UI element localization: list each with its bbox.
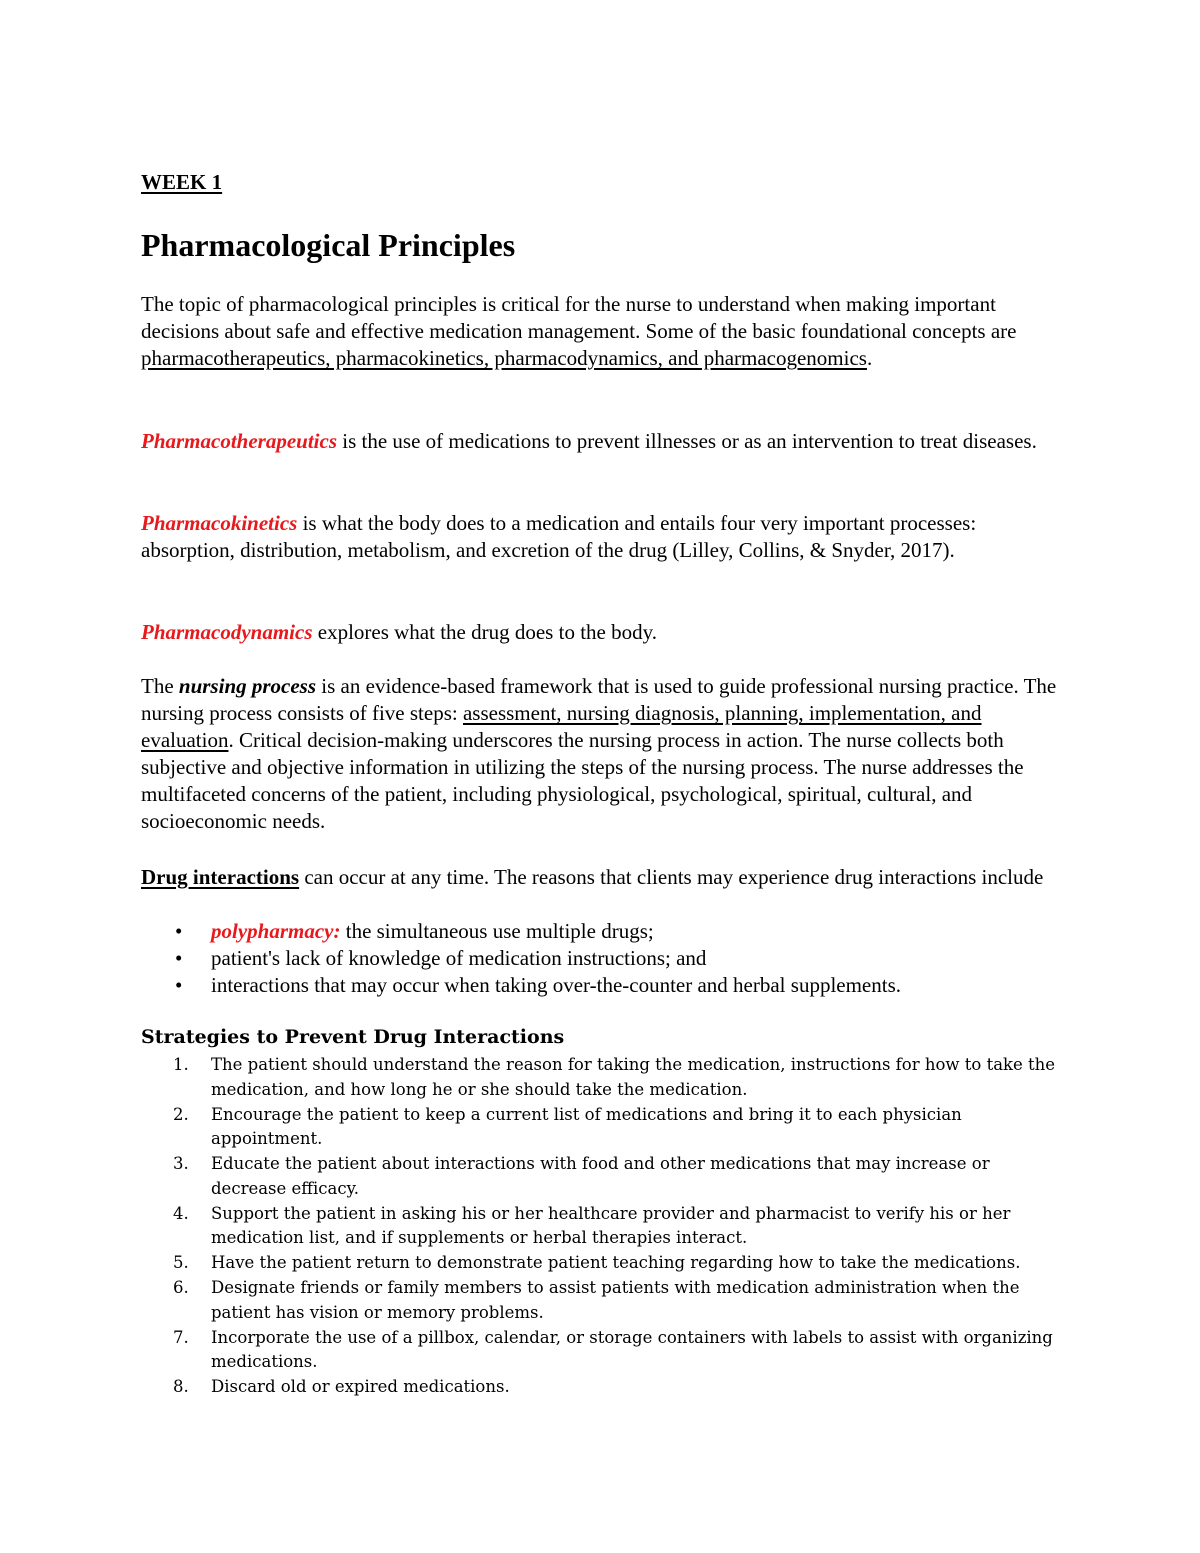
item-text: Designate friends or family members to assist patients with medication administration when the patient has vision or memory problems.: [211, 1278, 1020, 1322]
bullet-icon: •: [175, 946, 183, 970]
list-item: [141, 1103, 1066, 1152]
item-text: The patient should understand the reason for taking the medication, instructions for how to take the medication, and how long he or she should take the medication.: [211, 1055, 1056, 1099]
definition-term: Pharmacotherapeutics: [141, 429, 338, 453]
strategies-list: [141, 1053, 1066, 1400]
intro-text-b: .: [866, 346, 873, 370]
item-number: 2.: [173, 1104, 189, 1124]
nursing-text-b: is an evidence-based framework that is used to guide professional nursing practice. The nursing process consists of five steps:: [141, 674, 1057, 725]
definition-pharmacotherapeutics: [141, 428, 1066, 455]
item-text: Educate the patient about interactions with food and other medications that may increase or decrease efficacy.: [211, 1154, 990, 1198]
item-text: Incorporate the use of a pillbox, calendar, or storage containers with labels to assist with organizing medications.: [211, 1327, 1053, 1371]
item-number: 1.: [173, 1055, 189, 1074]
nursing-process-term: nursing process: [178, 674, 317, 698]
nursing-text-c: . Critical decision-making underscores the nursing process in action. The nurse collects both subjective and objective information in utilizing the steps of the nursing process. The nurse addresses the multifaceted concerns of the patient, including physiological, psychological, spiritual, cultural, and socioeconomic needs.: [141, 728, 1024, 833]
definition-term: Pharmacodynamics: [141, 620, 313, 644]
list-item: [141, 1202, 1066, 1251]
list-item: [141, 1053, 1066, 1102]
definition-text: is what the body does to a medication and entails four very important processes: absorption, distribution, metabolism, and excretion of the drug (Lilley, Collins, & Snyder, 2017).: [141, 511, 977, 562]
list-item: [141, 972, 1066, 999]
item-text: Support the patient in asking his or her healthcare provider and pharmacist to verify his or her medication list, and if supplements or herbal therapies interact.: [211, 1203, 1011, 1247]
drug-interactions-text: can occur at any time. The reasons that clients may experience drug interactions include: [299, 865, 1044, 889]
item-number: 8.: [173, 1377, 189, 1396]
week-label: WEEK 1: [141, 170, 223, 194]
list-item: [141, 1375, 1066, 1400]
list-item: [141, 1276, 1066, 1325]
drug-interactions-paragraph: [141, 864, 1066, 891]
bullet-text: the simultaneous use multiple drugs;: [340, 919, 654, 943]
list-item: [141, 1152, 1066, 1201]
item-text: Encourage the patient to keep a current list of medications and bring it to each physician appointment.: [211, 1104, 962, 1148]
nursing-process-paragraph: [141, 673, 1066, 835]
definition-text: explores what the drug does to the body.: [312, 620, 657, 644]
list-item: [141, 945, 1066, 972]
intro-text-a: The topic of pharmacological principles is critical for the nurse to understand when making important decisions about safe and effective medication management. Some of the basic foundational concepts are: [141, 292, 1017, 343]
page-title: Pharmacological Principles: [141, 227, 516, 263]
strategies-heading: Strategies to Prevent Drug Interactions: [141, 1026, 565, 1048]
definition-pharmacodynamics: [141, 619, 1066, 646]
intro-paragraph: [141, 291, 1066, 372]
bullet-icon: •: [175, 919, 183, 943]
definition-term: Pharmacokinetics: [141, 511, 298, 535]
bullet-text: patient's lack of knowledge of medication instructions; and: [211, 946, 707, 970]
drug-interaction-reasons-list: [141, 918, 1066, 999]
item-number: 6.: [173, 1278, 189, 1297]
definition-text: is the use of medications to prevent illnesses or as an intervention to treat diseases.: [337, 429, 1037, 453]
drug-interactions-term: Drug interactions: [141, 865, 300, 889]
intro-concepts: pharmacotherapeutics, pharmacokinetics, pharmacodynamics, and pharmacogenomics: [141, 346, 867, 370]
item-number: 7.: [173, 1327, 189, 1347]
list-item: [141, 1326, 1066, 1375]
definition-pharmacokinetics: [141, 510, 1066, 564]
item-number: 3.: [173, 1154, 189, 1173]
item-number: 5.: [173, 1253, 189, 1272]
nursing-text-a: The: [141, 674, 179, 698]
bullet-text: interactions that may occur when taking over-the-counter and herbal supplements.: [211, 973, 902, 997]
nursing-steps: assessment, nursing diagnosis, planning, implementation, and evaluation: [141, 701, 982, 752]
item-text: Discard old or expired medications.: [211, 1377, 510, 1396]
bullet-term: polypharmacy:: [211, 919, 341, 943]
item-number: 4.: [173, 1203, 189, 1223]
item-text: Have the patient return to demonstrate patient teaching regarding how to take the medications.: [211, 1253, 1021, 1272]
list-item: [141, 1251, 1066, 1276]
bullet-icon: •: [175, 973, 183, 997]
list-item: [141, 918, 1066, 945]
